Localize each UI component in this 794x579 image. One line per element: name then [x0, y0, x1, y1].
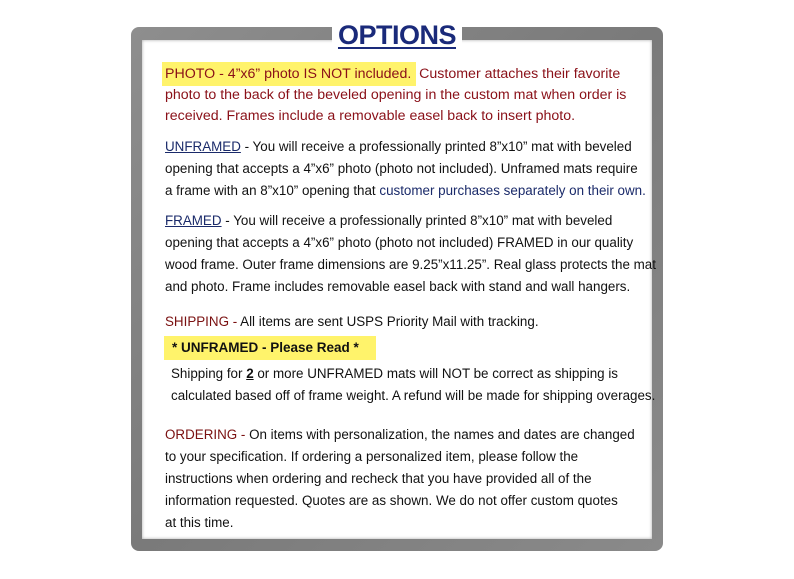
- ordering-line2: to your specification. If ordering a personalized item, please follow the: [165, 449, 579, 464]
- framed-section: [165, 210, 656, 298]
- ordering-label: ORDERING -: [165, 427, 246, 442]
- ordering-line4: information requested. Quotes are as shown. We do not offer custom quotes: [165, 493, 618, 508]
- unframed-notice-badge: * UNFRAMED - Please Read *: [164, 336, 376, 360]
- photo-line1: Customer attaches their favorite: [419, 66, 621, 82]
- framed-line1: - You will receive a professionally printed 8”x10” mat with beveled: [221, 213, 613, 228]
- unframed-line2: opening that accepts a 4”x6” photo (photo not included). Unframed mats require: [165, 161, 638, 176]
- photo-section: [165, 64, 626, 127]
- unframed-line1: - You will receive a professionally printed 8”x10” mat with beveled: [240, 139, 632, 154]
- notice-line1-end: or more UNFRAMED mats will NOT be correct as shipping is: [253, 366, 619, 381]
- photo-line2: photo to the back of the beveled opening in the custom mat when order is: [165, 87, 627, 103]
- notice-line2: calculated based off of frame weight. A refund will be made for shipping overages.: [171, 388, 656, 403]
- framed-line2: opening that accepts a 4”x6” photo (photo not included) FRAMED in our quality: [165, 235, 634, 250]
- shipping-label: SHIPPING -: [165, 314, 238, 329]
- unframed-line3-emph: customer purchases: [379, 183, 500, 198]
- ordering-section: [165, 424, 635, 534]
- shipping-section: [165, 311, 539, 333]
- unframed-line3-start: a frame with an 8”x10” opening that: [165, 183, 380, 198]
- framed-line4: and photo. Frame includes removable easel back with stand and wall hangers.: [165, 279, 631, 294]
- unframed-section: [165, 136, 646, 202]
- photo-line3: received. Frames include a removable easel back to insert photo.: [165, 108, 576, 124]
- unframed-label: UNFRAMED: [165, 139, 241, 154]
- ordering-line5: at this time.: [165, 515, 234, 530]
- photo-label: PHOTO - 4”x6” photo IS NOT included.: [165, 66, 412, 82]
- notice-section: [171, 363, 655, 407]
- framed-line3: wood frame. Outer frame dimensions are 9.25”x11.25”. Real glass protects the mat: [165, 257, 656, 272]
- framed-label: FRAMED: [165, 213, 222, 228]
- title-tab: [332, 12, 462, 56]
- ordering-line3: instructions when ordering and recheck that you have provided all of the: [165, 471, 592, 486]
- page-title: OPTIONS: [337, 20, 456, 50]
- shipping-text: All items are sent USPS Priority Mail with tracking.: [237, 314, 539, 329]
- unframed-line3-end: separately on their own.: [499, 183, 646, 198]
- ordering-line1: On items with personalization, the names and dates are changed: [245, 427, 635, 442]
- notice-line1-start: Shipping for: [171, 366, 247, 381]
- notice-quantity: 2: [246, 366, 254, 381]
